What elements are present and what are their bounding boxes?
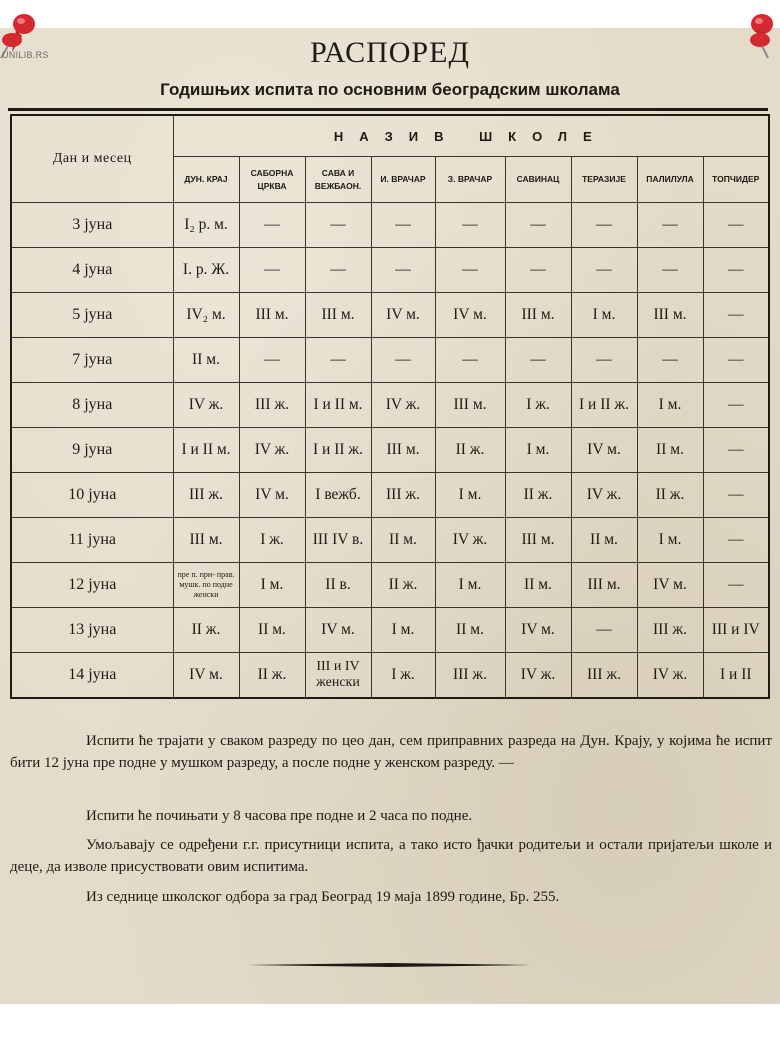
- schedule-cell: —: [703, 293, 769, 338]
- schedule-cell: III м.: [173, 518, 239, 563]
- schedule-cell: —: [239, 338, 305, 383]
- page-title: РАСПОРЕД: [310, 36, 470, 69]
- school-header: [173, 157, 239, 203]
- day-cell: 12 јуна: [11, 563, 173, 608]
- schedule-cell: II м.: [571, 518, 637, 563]
- schedule-cell: III ж.: [571, 653, 637, 699]
- school-header: [371, 157, 435, 203]
- schedule-cell: —: [435, 203, 505, 248]
- school-name-line: ВЕЖБАОН.: [314, 180, 362, 191]
- schedule-cell: —: [703, 563, 769, 608]
- schedule-cell: IV м.: [173, 653, 239, 699]
- schedule-cell: II м.: [637, 428, 703, 473]
- table-row: [11, 563, 769, 608]
- schedule-cell: I ж.: [505, 383, 571, 428]
- school-name-line: ТЕРАЗИЈЕ: [582, 174, 626, 184]
- schedule-cell: I вежб.: [305, 473, 371, 518]
- schedule-cell: —: [703, 383, 769, 428]
- day-cell: 7 јуна: [11, 338, 173, 383]
- schedule-cell: III ж.: [173, 473, 239, 518]
- school-header: [305, 157, 371, 203]
- schedule-cell: —: [703, 473, 769, 518]
- schedule-cell: III ж.: [637, 608, 703, 653]
- school-name-line: ПАЛИЛУЛА: [646, 174, 694, 184]
- table-row: [11, 338, 769, 383]
- day-cell: 10 јуна: [11, 473, 173, 518]
- schedule-cell: III м.: [571, 563, 637, 608]
- schedule-cell: IV ж.: [371, 383, 435, 428]
- schedule-cell: III м.: [305, 293, 371, 338]
- school-header: [239, 157, 305, 203]
- schedule-cell: II ж.: [637, 473, 703, 518]
- day-cell: 3 јуна: [11, 203, 173, 248]
- schedule-cell: —: [703, 428, 769, 473]
- schedule-cell: I м.: [239, 563, 305, 608]
- day-cell: 5 јуна: [11, 293, 173, 338]
- schedule-cell: III м.: [435, 383, 505, 428]
- schedule-cell: —: [637, 248, 703, 293]
- schedule-cell: IV ж.: [637, 653, 703, 699]
- schedule-cell: —: [571, 248, 637, 293]
- day-cell: 14 јуна: [11, 653, 173, 699]
- schedule-cell: III м.: [371, 428, 435, 473]
- school-name-line: ДУН. КРАЈ: [184, 174, 228, 184]
- schedule-cell: IV м.: [371, 293, 435, 338]
- schedule-cell: III и IV: [703, 608, 769, 653]
- schedule-cell: —: [305, 203, 371, 248]
- day-cell: 13 јуна: [11, 608, 173, 653]
- schedule-cell: I м.: [435, 473, 505, 518]
- schedule-cell: —: [703, 248, 769, 293]
- day-cell: 11 јуна: [11, 518, 173, 563]
- schedule-cell: III ж.: [371, 473, 435, 518]
- schedule-cell: I и II ж.: [571, 383, 637, 428]
- schedule-cell: IV м.: [505, 608, 571, 653]
- day-column-header: Дан и месец: [11, 115, 173, 203]
- schedule-cell: —: [571, 338, 637, 383]
- schedule-cell: —: [637, 338, 703, 383]
- schedule-cell: IV ж.: [173, 383, 239, 428]
- schedule-cell: I м.: [637, 518, 703, 563]
- school-name-line: САВА И: [321, 167, 355, 178]
- schedule-cell: —: [239, 248, 305, 293]
- schedule-cell: II ж.: [371, 563, 435, 608]
- day-cell: 4 јуна: [11, 248, 173, 293]
- table-row: [11, 383, 769, 428]
- schedule-cell: IV м.: [571, 428, 637, 473]
- schedule-cell: III м.: [505, 518, 571, 563]
- schedule-cell: I₂ р. м.: [173, 203, 239, 248]
- schedule-cell: —: [703, 338, 769, 383]
- schedule-cell: IV м.: [239, 473, 305, 518]
- schedule-cell: IV ж.: [239, 428, 305, 473]
- school-header: [703, 157, 769, 203]
- schedule-cell: —: [305, 248, 371, 293]
- school-header: [571, 157, 637, 203]
- schedule-cell: II в.: [305, 563, 371, 608]
- schedule-cell: I м.: [371, 608, 435, 653]
- table-row: [11, 608, 769, 653]
- schedule-cell: —: [371, 338, 435, 383]
- school-group-header: НАЗИВ ШКОЛЕ: [173, 115, 769, 157]
- table-row: [11, 653, 769, 699]
- school-header: [637, 157, 703, 203]
- schedule-cell: II м.: [505, 563, 571, 608]
- schedule-cell: III IV в.: [305, 518, 371, 563]
- schedule-cell: IV м.: [305, 608, 371, 653]
- note-paragraph: Из седнице школског одбора за град Београд 19 маја 1899 године, Бр. 255.: [86, 889, 560, 905]
- schedule-cell: —: [703, 518, 769, 563]
- school-name-line: ЦРКВА: [257, 180, 287, 191]
- page-subtitle: Годишњих испита по основним београдским школама: [160, 80, 620, 99]
- note-paragraph: Испити ће трајати у сваком разреду по цео дан, сем приправних разреда на Дун. Крају, у којима ће испит бити 12 јуна пре подне у мушком разреду, а после подне у женском разреду. —: [10, 733, 772, 771]
- table-row: [11, 293, 769, 338]
- schedule-cell: —: [371, 248, 435, 293]
- schedule-cell: II м.: [239, 608, 305, 653]
- schedule-cell: I м.: [505, 428, 571, 473]
- schedule-cell: II ж.: [173, 608, 239, 653]
- schedule-cell: I и II м.: [173, 428, 239, 473]
- schedule-cell: III м.: [637, 293, 703, 338]
- schedule-cell: IV м.: [435, 293, 505, 338]
- schedule-cell: II ж.: [505, 473, 571, 518]
- schedule-cell: пре п. при- прав. мушк. по подне женски: [173, 563, 239, 608]
- table-row: [11, 473, 769, 518]
- schedule-cell: IV₂ м.: [173, 293, 239, 338]
- schedule-cell: III и IV женски: [305, 653, 371, 699]
- day-cell: 9 јуна: [11, 428, 173, 473]
- school-header: [505, 157, 571, 203]
- schedule-cell: —: [435, 248, 505, 293]
- table-row: [11, 428, 769, 473]
- schedule-cell: —: [371, 203, 435, 248]
- schedule-cell: I м.: [571, 293, 637, 338]
- schedule-cell: IV м.: [637, 563, 703, 608]
- schedule-cell: III м.: [505, 293, 571, 338]
- note-paragraph: Испити ће почињати у 8 часова пре подне и 2 часа по подне.: [86, 808, 473, 824]
- schedule-cell: —: [505, 203, 571, 248]
- schedule-cell: —: [703, 203, 769, 248]
- school-header: [435, 157, 505, 203]
- table-row: [11, 248, 769, 293]
- schedule-cell: II м.: [435, 608, 505, 653]
- school-name-line: ТОПЧИДЕР: [712, 174, 760, 184]
- schedule-cell: I м.: [637, 383, 703, 428]
- table-row: [11, 203, 769, 248]
- note-paragraph: Умољавају се одређени г.г. присутници испита, а тако исто ђачки родитељи и остали пријатељи школе и деце, да изволе присуствовати овим испитима.: [10, 837, 772, 875]
- schedule-cell: I и II м.: [305, 383, 371, 428]
- schedule-cell: II м.: [173, 338, 239, 383]
- schedule-cell: II ж.: [435, 428, 505, 473]
- schedule-cell: IV ж.: [435, 518, 505, 563]
- schedule-cell: —: [435, 338, 505, 383]
- header-rule: [8, 108, 768, 111]
- schedule-cell: I и II ж.: [305, 428, 371, 473]
- schedule-cell: —: [305, 338, 371, 383]
- schedule-cell: III ж.: [239, 383, 305, 428]
- schedule-cell: IV ж.: [505, 653, 571, 699]
- schedule-cell: III ж.: [435, 653, 505, 699]
- schedule-cell: —: [571, 203, 637, 248]
- watermark: UNILIB.RS: [2, 50, 49, 60]
- school-name-line: САВИНАЦ: [516, 174, 560, 184]
- school-name-line: З. ВРАЧАР: [447, 174, 493, 184]
- schedule-cell: —: [571, 608, 637, 653]
- table-row: [11, 518, 769, 563]
- schedule-cell: II ж.: [239, 653, 305, 699]
- schedule-cell: I ж.: [239, 518, 305, 563]
- schedule-cell: III м.: [239, 293, 305, 338]
- schedule-cell: —: [505, 248, 571, 293]
- schedule-cell: IV ж.: [571, 473, 637, 518]
- school-name-line: И. ВРАЧАР: [380, 174, 426, 184]
- decorative-rule: [248, 962, 532, 968]
- schedule-cell: I м.: [435, 563, 505, 608]
- schedule-cell: —: [239, 203, 305, 248]
- school-name-line: САБОРНА: [250, 167, 294, 178]
- schedule-cell: I и II: [703, 653, 769, 699]
- schedule-cell: —: [637, 203, 703, 248]
- schedule-cell: II м.: [371, 518, 435, 563]
- schedule-cell: I. р. Ж.: [173, 248, 239, 293]
- schedule-table: [10, 114, 770, 699]
- schedule-cell: I ж.: [371, 653, 435, 699]
- schedule-cell: —: [505, 338, 571, 383]
- day-cell: 8 јуна: [11, 383, 173, 428]
